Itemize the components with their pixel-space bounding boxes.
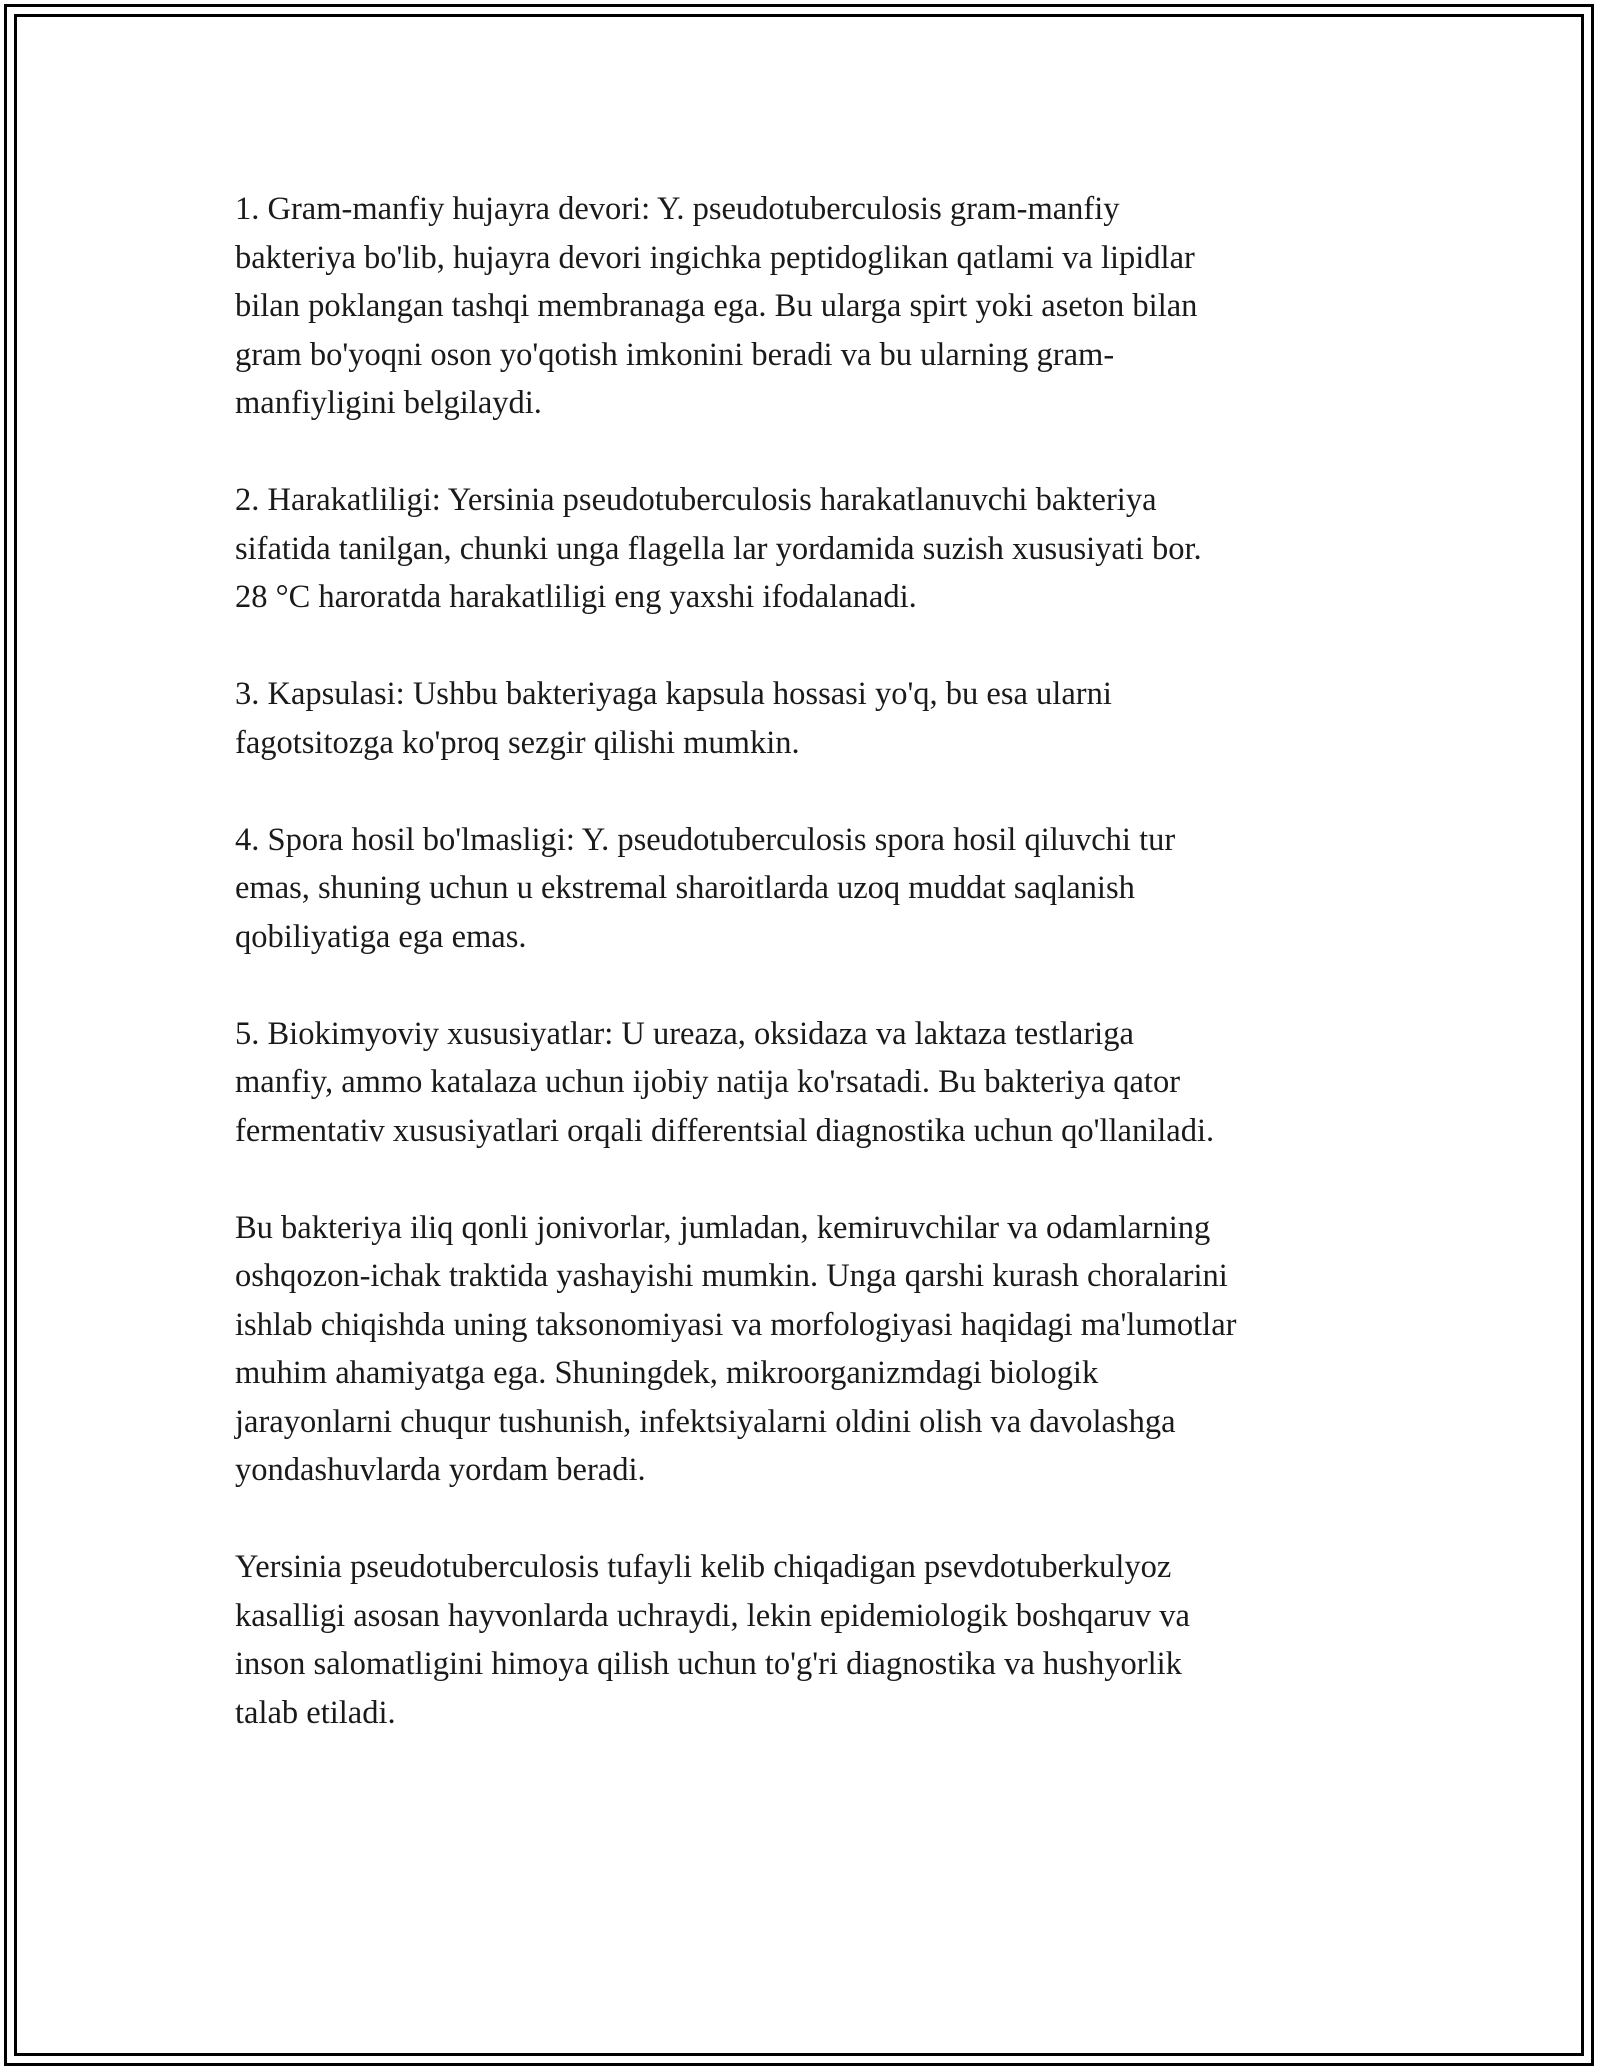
text-line: talab etiladi. [235,1694,396,1731]
text-line: ishlab chiqishda uning taksonomiyasi va morfologiyasi haqidagi ma'lumotlar [235,1306,1237,1343]
text-line: 3. Kapsulasi: Ushbu bakteriyaga kapsula hossasi yo'q, bu esa ularni [235,676,1112,712]
paragraph-capsule [235,670,1375,767]
text-line: qobiliyatiga ega emas. [235,918,527,955]
text-line: bilan poklangan tashqi membranaga ega. Bu ularga spirt yoki aseton bilan [235,288,1198,324]
text-line: inson salomatligini himoya qilish uchun to'g'ri diagnostika va hushyorlik [235,1646,1182,1682]
text-line: 2. Harakatliligi: Yersinia pseudotuberculosis harakatlanuvchi bakteriya [235,482,1157,518]
text-line: manfiy, ammo katalaza uchun ijobiy natija ko'rsatadi. Bu bakteriya qator [235,1064,1181,1100]
text-line: fermentativ xususiyatlari orqali differentsial diagnostika uchun qo'llaniladi. [235,1112,1215,1149]
paragraph-spore-formation [235,816,1375,962]
document-body [235,185,1375,1737]
text-line: oshqozon-ichak traktida yashayishi mumkin. Unga qarshi kurash choralarini [235,1258,1228,1294]
text-line: 5. Biokimyoviy xususiyatlar: U ureaza, oksidaza va laktaza testlariga [235,1015,1134,1052]
text-line: jarayonlarni chuqur tushunish, infektsiyalarni oldini olish va davolashga [235,1403,1176,1440]
paragraph-gram-negative-cell-wall [235,185,1375,428]
text-line: manfiyligini belgilaydi. [235,385,542,421]
paragraph-habitat [235,1204,1375,1495]
text-line: sifatida tanilgan, chunki unga flagella lar yordamida suzish xususiyati bor. [235,530,1202,567]
paragraph-biochemical-properties [235,1010,1375,1156]
text-line: fagotsitozga ko'proq sezgir qilishi mumkin. [235,724,800,761]
text-line: kasalligi asosan hayvonlarda uchraydi, lekin epidemiologik boshqaruv va [235,1597,1190,1634]
text-line: muhim ahamiyatga ega. Shuningdek, mikroorganizmdagi biologik [235,1355,1099,1391]
text-line: yondashuvlarda yordam beradi. [235,1452,646,1488]
paragraph-motility [235,476,1375,622]
text-line: Yersinia pseudotuberculosis tufayli kelib chiqadigan psevdotuberkulyoz [235,1549,1172,1585]
text-line: bakteriya bo'lib, hujayra devori ingichka peptidoglikan qatlami va lipidlar [235,239,1195,276]
text-line: Bu bakteriya iliq qonli jonivorlar, jumladan, kemiruvchilar va odamlarning [235,1209,1211,1246]
text-line: gram bo'yoqni oson yo'qotish imkonini beradi va bu ularning gram- [235,336,1115,373]
paragraph-pseudotuberculosis-disease [235,1543,1375,1737]
text-line: 4. Spora hosil bo'lmasligi: Y. pseudotuberculosis spora hosil qiluvchi tur [235,821,1176,858]
text-line: 1. Gram-manfiy hujayra devori: Y. pseudotuberculosis gram-manfiy [235,191,1120,227]
text-line: 28 °C haroratda harakatliligi eng yaxshi ifodalanadi. [235,579,917,615]
text-line: emas, shuning uchun u ekstremal sharoitlarda uzoq muddat saqlanish [235,870,1135,906]
